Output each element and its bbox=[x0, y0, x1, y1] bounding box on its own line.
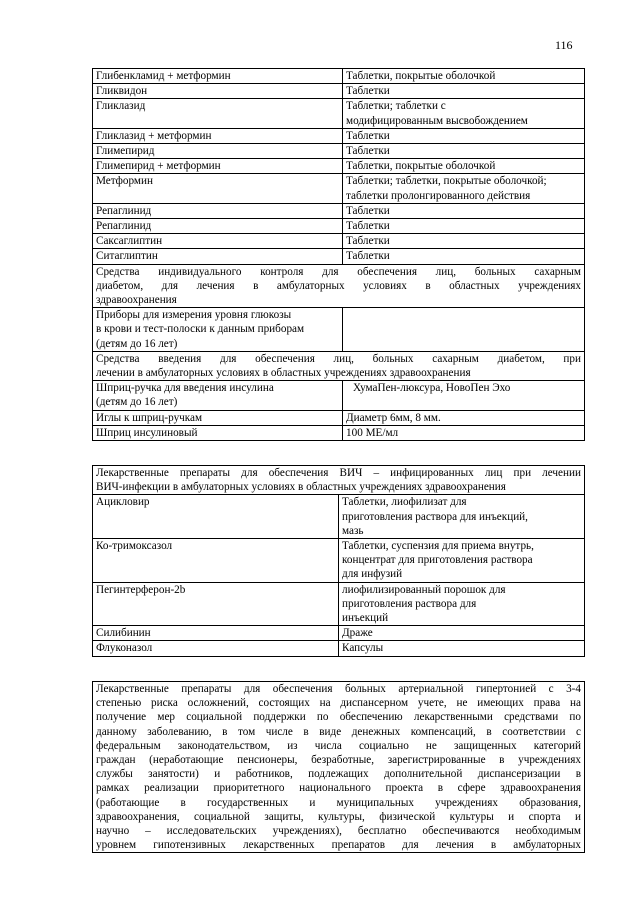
cell-line: здравоохранения, социальной защиты, культуры, физической культуры и спорта и bbox=[96, 810, 581, 823]
table-row bbox=[93, 249, 585, 264]
cell-line: Таблетки, суспензия для приема внутрь, bbox=[342, 540, 534, 553]
drug-form-cell bbox=[339, 582, 585, 626]
table-row bbox=[93, 159, 585, 174]
drug-name-cell: Ко-тримоксазол bbox=[93, 539, 339, 583]
cell-line: (работающие в государственных и муниципальных учреждениях образования, bbox=[96, 796, 581, 809]
cell-line: лечении в амбулаторных условиях в областных учреждениях здравоохранения bbox=[96, 367, 471, 380]
cell-line: Таблетки, лиофилизат для bbox=[342, 496, 467, 509]
drug-form-cell bbox=[343, 144, 585, 159]
device-name-cell bbox=[93, 308, 343, 352]
drug-name-cell: Репаглинид bbox=[93, 219, 343, 234]
device-value-cell: Диаметр 6мм, 8 мм. bbox=[343, 410, 585, 425]
drug-form-cell bbox=[343, 219, 585, 234]
device-name-cell bbox=[93, 381, 343, 410]
cell-line: (детям до 16 лет) bbox=[96, 396, 178, 409]
cell-line: Таблетки bbox=[346, 220, 390, 233]
table-row bbox=[93, 128, 585, 143]
drug-name-cell: Глимепирид + метформин bbox=[93, 159, 343, 174]
drug-name-cell: Глимепирид bbox=[93, 144, 343, 159]
drug-form-cell bbox=[343, 159, 585, 174]
device-value-cell: 100 МЕ/мл bbox=[343, 425, 585, 440]
cell-line: (детям до 16 лет) bbox=[96, 337, 178, 350]
cell-line: получение мер социальной поддержки по обеспечению лекарственными средствами по bbox=[96, 711, 581, 724]
cell-line: федеральным законодательством, из числа социально не защищенных категорий bbox=[96, 739, 581, 752]
drug-form-cell bbox=[339, 641, 585, 656]
cell-line: приготовления раствора для инъекций, bbox=[342, 510, 528, 523]
cell-line: Средства индивидуального контроля для обеспечения лиц, больных сахарным bbox=[96, 265, 581, 278]
cell-line: Таблетки; таблетки с bbox=[346, 100, 446, 113]
cell-line: Таблетки bbox=[346, 235, 390, 248]
drug-form-cell bbox=[343, 174, 585, 203]
drug-name-cell: Метформин bbox=[93, 174, 343, 203]
drug-name-cell: Пегинтерферон-2b bbox=[93, 582, 339, 626]
section-row bbox=[93, 682, 585, 853]
cell-line: Таблетки bbox=[346, 204, 390, 217]
cell-line: концентрат для приготовления раствора bbox=[342, 554, 533, 567]
cell-line: для инфузий bbox=[342, 568, 403, 581]
cell-line: рамках реализации приоритетного национального проекта в сфере здравоохранения bbox=[96, 782, 581, 795]
cell-line: Приборы для измерения уровня глюкозы bbox=[96, 309, 292, 322]
drug-name-cell: Репаглинид bbox=[93, 203, 343, 218]
drug-table-hiv bbox=[92, 465, 585, 657]
cell-line: Таблетки bbox=[346, 145, 390, 158]
cell-line: Таблетки, покрытые оболочкой bbox=[346, 160, 496, 173]
cell-line: граждан (неработающие пенсионеры, безработные, зарегистрированные в учреждениях bbox=[96, 754, 581, 767]
table-row bbox=[93, 234, 585, 249]
drug-name-cell: Гликлазид + метформин bbox=[93, 128, 343, 143]
paragraph-cell bbox=[93, 682, 585, 853]
cell-line: Капсулы bbox=[342, 642, 384, 655]
drug-name-cell: Ситаглиптин bbox=[93, 249, 343, 264]
cell-line: Таблетки, покрытые оболочкой bbox=[346, 70, 496, 82]
drug-table-hypertension bbox=[92, 681, 585, 853]
drug-form-cell bbox=[339, 539, 585, 583]
table-row bbox=[93, 641, 585, 656]
table-row bbox=[93, 410, 585, 425]
cell-line: Таблетки bbox=[346, 85, 390, 98]
table-row bbox=[93, 582, 585, 626]
page-number: 116 bbox=[555, 38, 573, 52]
cell-line: Лекарственные препараты для обеспечения ВИЧ – инфицированных лиц при лечении bbox=[96, 467, 581, 479]
table-row bbox=[93, 69, 585, 84]
cell-line: Иглы к шприц-ручкам bbox=[96, 411, 203, 424]
table-row bbox=[93, 144, 585, 159]
drug-name-cell: Гликлазид bbox=[93, 99, 343, 128]
drug-form-cell bbox=[343, 203, 585, 218]
section-row bbox=[93, 264, 585, 308]
cell-line: Таблетки; таблетки, покрытые оболочкой; bbox=[346, 175, 547, 188]
drug-form-cell bbox=[343, 69, 585, 84]
cell-line: Средства введения для обеспечения лиц, больных сахарным диабетом, при bbox=[96, 352, 581, 365]
cell-line: диабетом, для лечения в амбулаторных условиях в областных учреждениях bbox=[96, 279, 581, 292]
cell-line: модифицированным высвобождением bbox=[346, 114, 528, 127]
cell-line: научно – исследовательских учреждениях), бесплатно обеспечиваются необходимым bbox=[96, 825, 581, 838]
drug-name-cell: Саксаглиптин bbox=[93, 234, 343, 249]
table-row bbox=[93, 495, 585, 539]
cell-line: Таблетки bbox=[346, 250, 390, 263]
device-value-cell bbox=[343, 308, 585, 352]
cell-line: лиофилизированный порошок для bbox=[342, 583, 506, 596]
cell-line: таблетки пролонгированного действия bbox=[346, 189, 531, 202]
cell-line: данному заболеванию, в том числе в виде денежных компенсаций, в соответствии с bbox=[96, 725, 581, 738]
cell-line: мазь bbox=[342, 524, 364, 537]
table-row bbox=[93, 626, 585, 641]
section-heading bbox=[93, 351, 585, 380]
drug-form-cell bbox=[339, 626, 585, 641]
drug-name-cell: Ацикловир bbox=[93, 495, 339, 539]
cell-line: здравоохранения bbox=[96, 294, 177, 307]
device-name-cell bbox=[93, 425, 343, 440]
drug-name-cell: Глибенкламид + метформин bbox=[93, 69, 343, 84]
section-heading bbox=[93, 466, 585, 495]
section-heading bbox=[93, 264, 585, 308]
drug-form-cell bbox=[343, 249, 585, 264]
drug-form-cell bbox=[343, 128, 585, 143]
cell-line: уровнем гипотензивных лекарственных препаратов для лечения в амбулаторных bbox=[96, 839, 581, 852]
cell-line: инъекций bbox=[342, 612, 389, 625]
table-row bbox=[93, 174, 585, 203]
cell-line: ВИЧ-инфекции в амбулаторных условиях в областных учреждениях здравоохранения bbox=[96, 481, 506, 494]
cell-line: в крови и тест-полоски к данным приборам bbox=[96, 323, 305, 336]
device-value-cell: ХумаПен-люксура, НовоПен Эхо bbox=[343, 381, 585, 410]
table-row bbox=[93, 539, 585, 583]
drug-form-cell bbox=[343, 84, 585, 99]
table-row bbox=[93, 425, 585, 440]
section-row bbox=[93, 351, 585, 380]
table-row bbox=[93, 203, 585, 218]
cell-line: Таблетки bbox=[346, 129, 390, 142]
cell-line: приготовления раствора для bbox=[342, 597, 477, 610]
drug-form-cell bbox=[343, 234, 585, 249]
table-row bbox=[93, 381, 585, 410]
table-row bbox=[93, 99, 585, 128]
section-row bbox=[93, 466, 585, 495]
drug-name-cell: Силибинин bbox=[93, 626, 339, 641]
drug-table-diabetes bbox=[92, 68, 585, 441]
device-name-cell bbox=[93, 410, 343, 425]
cell-line: степенью риска осложнений, состоящих на диспансерном учете, не имеющих права на bbox=[96, 697, 581, 710]
drug-form-cell bbox=[343, 99, 585, 128]
drug-form-cell bbox=[339, 495, 585, 539]
cell-line: Драже bbox=[342, 627, 373, 640]
cell-line: службы занятости) и работников, подлежащих дополнительной диспансеризации в bbox=[96, 768, 581, 781]
drug-name-cell: Флуконазол bbox=[93, 641, 339, 656]
table-row bbox=[93, 308, 585, 352]
cell-line: Лекарственные препараты для обеспечения больных артериальной гипертонией с 3-4 bbox=[96, 683, 581, 695]
drug-name-cell: Гликвидон bbox=[93, 84, 343, 99]
table-row bbox=[93, 84, 585, 99]
cell-line: Шприц инсулиновый bbox=[96, 426, 198, 439]
table-row bbox=[93, 219, 585, 234]
cell-line: Шприц-ручка для введения инсулина bbox=[96, 382, 274, 395]
